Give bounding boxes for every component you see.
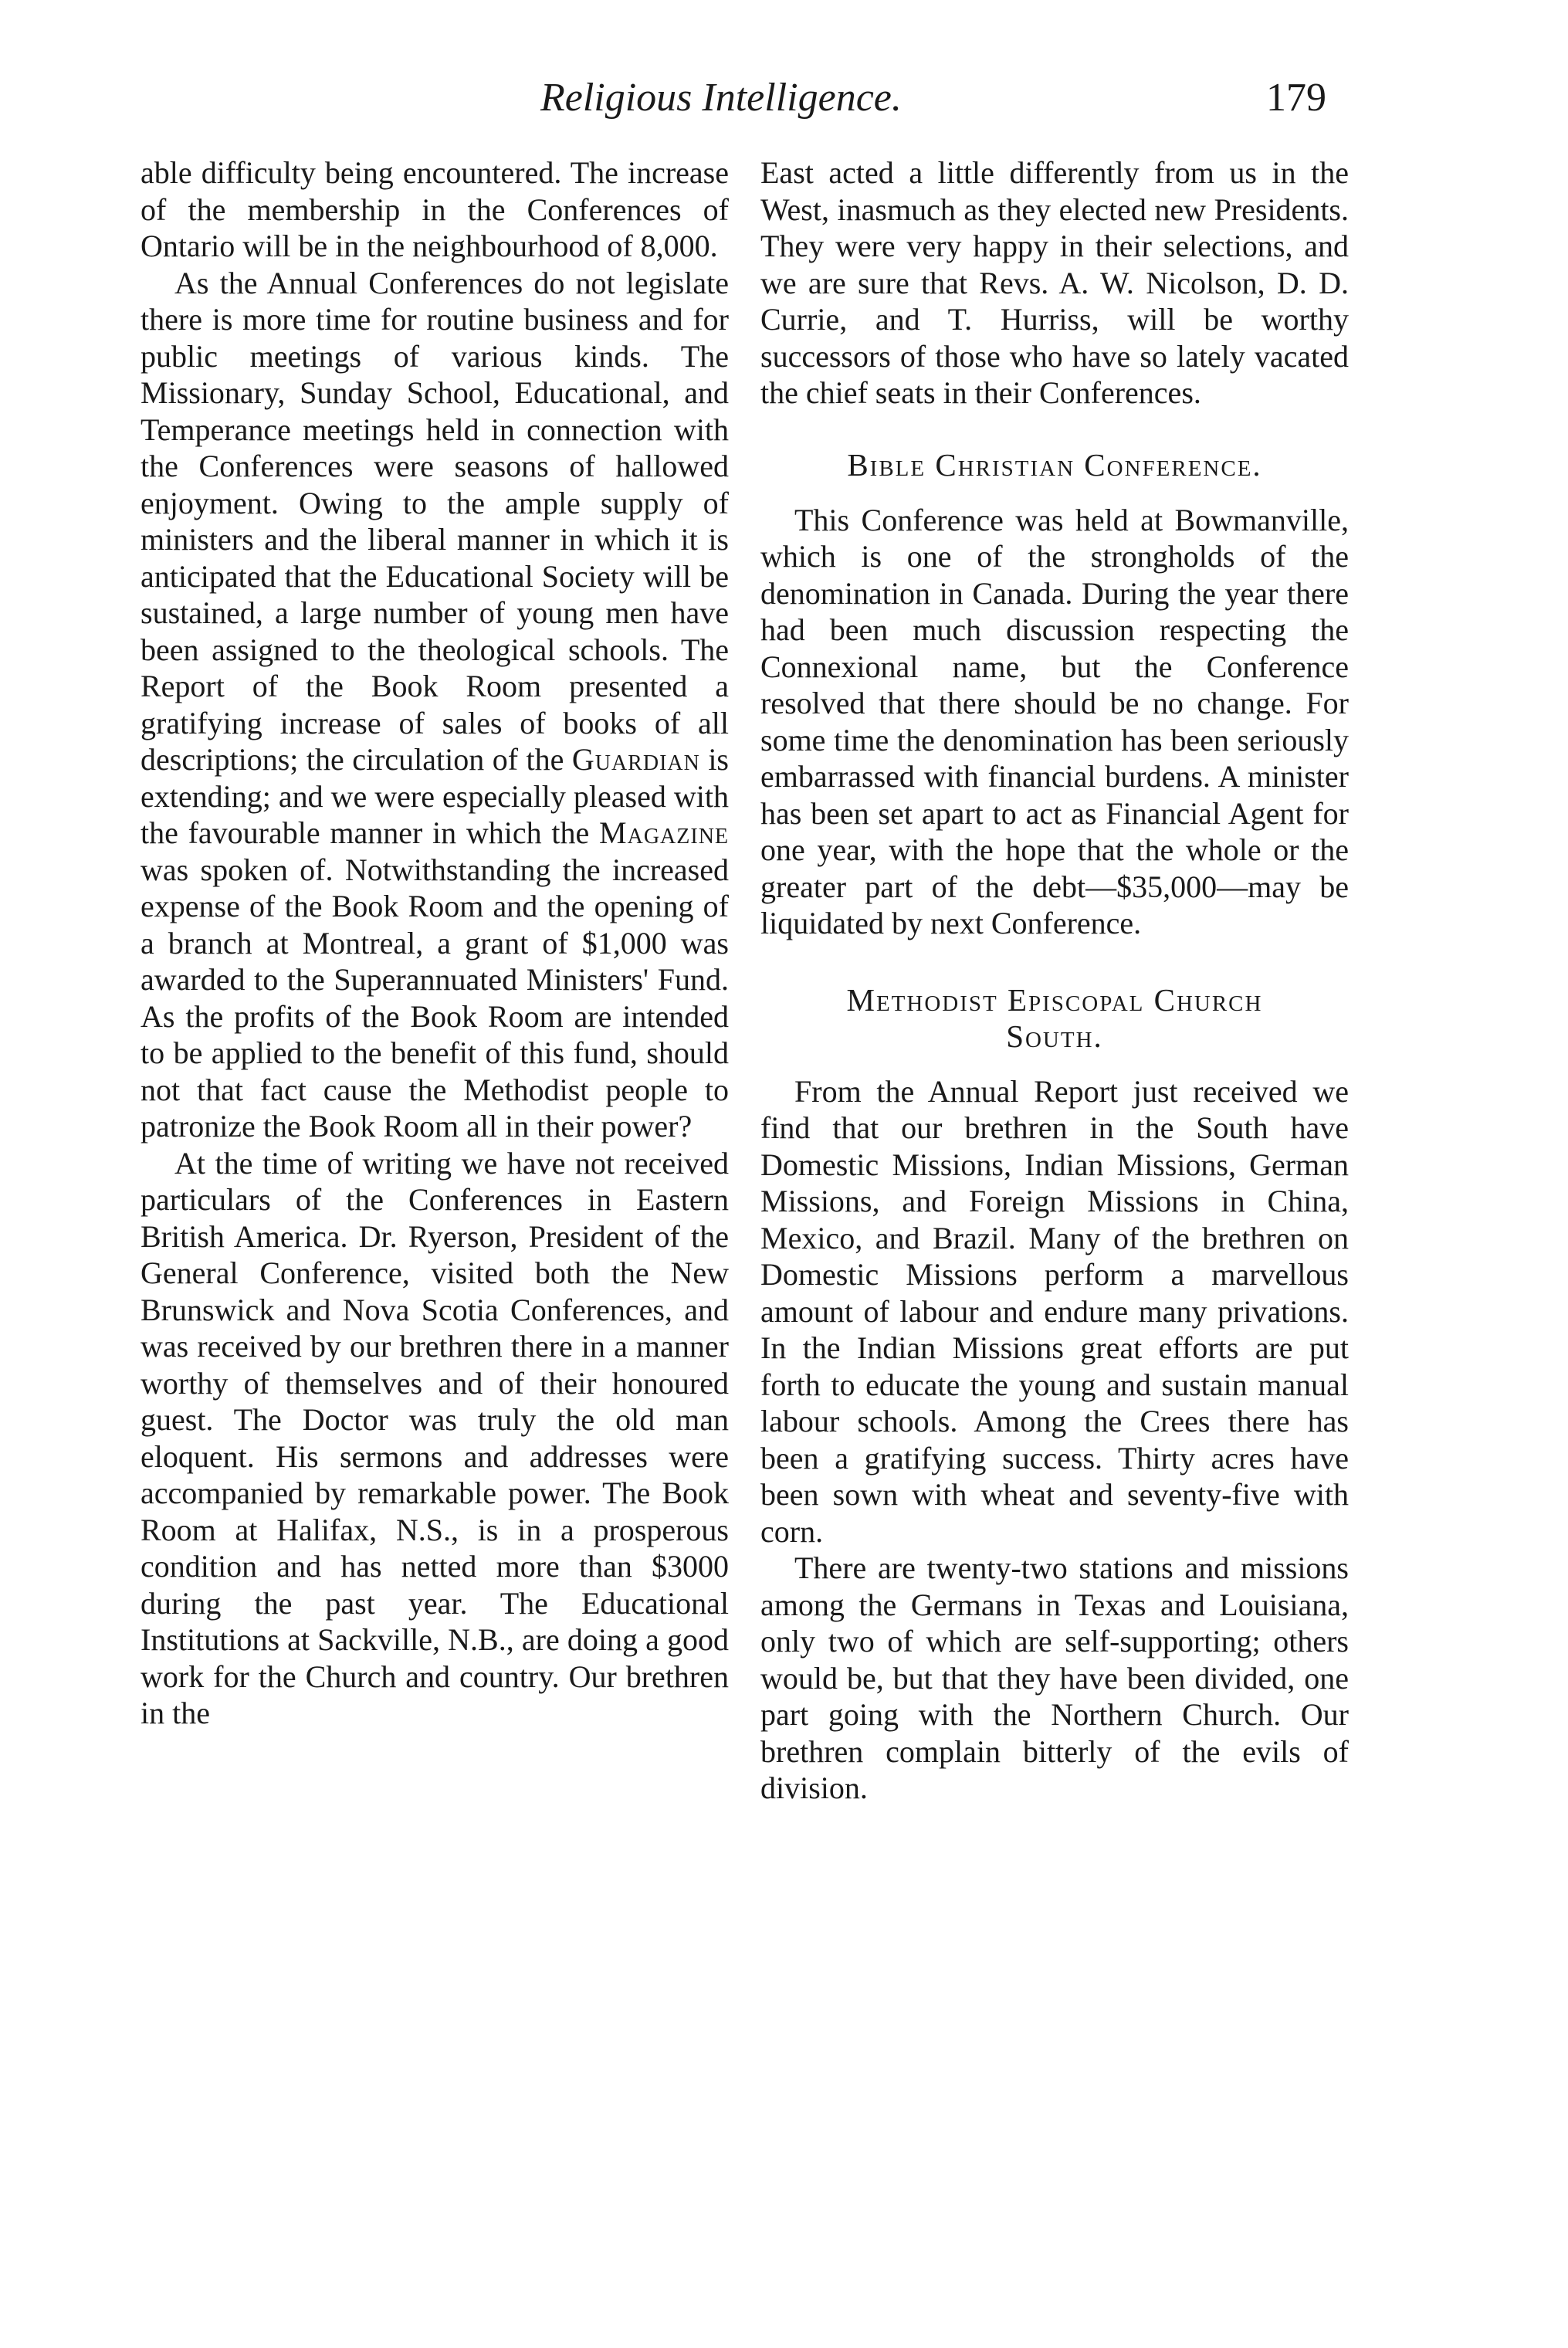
left-column xyxy=(141,154,729,1732)
paragraph-text: was spoken of. Notwithstanding the increased expense of the Book Room and the opening of a branch at Montreal, a grant of $1,000 was awarded to the Superannuated Ministers' Fund. As the profits of the Book Room are intended to be applied to the benefit of this fund, should not that fact cause the Methodist people to patronize the Book Room all in their power? xyxy=(141,852,729,1144)
page-number: 179 xyxy=(1266,76,1326,120)
paragraph-annual-conferences xyxy=(141,265,729,1145)
section-heading-bible-christian: Bible Christian Conference. xyxy=(847,446,1262,483)
paragraph-bible-christian: This Conference was held at Bowmanville, which is one of the strongholds of the denomination in Canada. During the year there had been much discussion respecting the Connexional name, but the Conference resolved that there should be no change. For some time the denomination has been seriously embarrassed with financial burdens. A minister has been set apart to act as Financial Agent for one year, with the hope that the whole or the greater part of the debt—$35,000—may be liquidated by next Conference. xyxy=(760,502,1349,940)
paragraph-text: is extending; and we were especially pleased with the favourable manner in which the xyxy=(141,742,729,850)
heading-line: South. xyxy=(1006,1018,1103,1054)
paragraph-eastern-conferences: At the time of writing we have not received particulars of the Conferences in Eastern British America. Dr. Ryerson, President of the General Conference, visited both the New Brunswick and Nova Scotia Conferences, and was received by our brethren there in a manner worthy of themselves and of their honoured guest. The Doctor was truly the old man eloquent. His sermons and addresses were accompanied by remarkable power. The Book Room at Halifax, N.S., is in a prosperous condition and has netted more than $3000 during the past year. The Educational Institutions at Sackville, N.B., are doing a good work for the Church and country. Our brethren in the xyxy=(141,1145,729,1730)
paragraph-annual-report: From the Annual Report just received we find that our brethren in the South have Domestic Missions, Indian Missions, German Missions, and Foreign Missions in China, Mexico, and Brazil. Many of the brethren on Domestic Missions perform a marvellous amount of labour and endure many privations. In the Indian Missions great efforts are put forth to educate the young and sustain manual labour schools. Among the Crees there has been a gratifying success. Thirty acres have been sown with wheat and seventy-five with corn. xyxy=(760,1073,1349,1549)
right-column xyxy=(760,154,1349,1807)
heading-line: Methodist Episcopal Church xyxy=(846,981,1263,1018)
paragraph-german-missions: There are twenty-two stations and missions among the Germans in Texas and Louisiana, only two of which are self-supporting; others would be, but that they have been divided, one part going with the Northern Church. Our brethren complain bitterly of the evils of division. xyxy=(760,1550,1349,1805)
paragraph-continued: able difficulty being encountered. The increase of the membership in the Conferences of Ontario will be in the neighbourhood of 8,000. xyxy=(141,155,729,263)
paragraph-new-presidents: East acted a little differently from us in the West, inasmuch as they elected new Presidents. They were very happy in their selections, and we are sure that Revs. A. W. Nicolson, D. D. Currie, and T. Hurriss, will be worthy successors of those who have so lately vacated the chief seats in their Conferences. xyxy=(760,155,1349,410)
running-title: Religious Intelligence. xyxy=(540,76,902,120)
guardian-title: Guardian xyxy=(571,742,700,777)
running-head xyxy=(0,71,1568,125)
section-heading-methodist-episcopal xyxy=(760,982,1349,1055)
magazine-title: Magazine xyxy=(599,815,730,850)
paragraph-text: As the Annual Conferences do not legislate there is more time for routine business and for public meetings of various kinds. The Missionary, Sunday School, Educational, and Temperance meetings held in connection with the Conferences were seasons of hallowed enjoyment. Owing to the ample supply of ministers and the liberal manner in which it is anticipated that the Educational Society will be sustained, a large number of young men have been assigned to the theological schools. The Report of the Book Room presented a gratifying increase of sales of books of all descriptions; the circulation of the xyxy=(141,265,729,777)
